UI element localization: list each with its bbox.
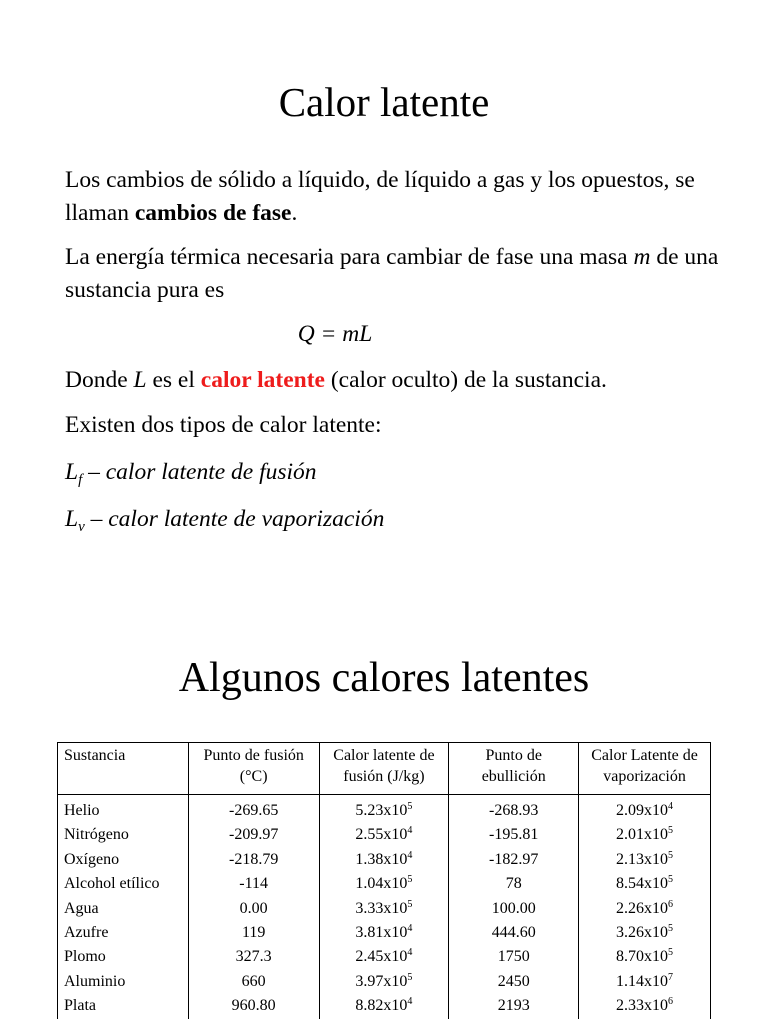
table-row bbox=[58, 945, 711, 969]
cell-punto-ebullicion: 2193 bbox=[449, 994, 579, 1018]
bold-term: cambios de fase bbox=[134, 200, 292, 226]
table-row bbox=[58, 872, 711, 896]
cell-calor-fusion bbox=[319, 795, 449, 824]
paragraph-donde-l bbox=[65, 364, 725, 397]
paragraph-text: Los cambios de sólido a líquido, de líquido a gas y los opuestos, se llaman bbox=[65, 167, 695, 226]
exponent: 5 bbox=[407, 898, 413, 910]
cell-punto-ebullicion: -182.97 bbox=[449, 848, 579, 872]
subscript: f bbox=[78, 472, 83, 488]
symbol: L bbox=[65, 506, 79, 532]
cell-calor-vaporizacion bbox=[579, 823, 711, 847]
cell-punto-ebullicion: -268.93 bbox=[449, 795, 579, 824]
cell-punto-ebullicion: 1750 bbox=[449, 945, 579, 969]
column-header: Calor latente de fusión (J/kg) bbox=[319, 743, 449, 795]
table-row bbox=[58, 921, 711, 945]
cell-calor-vaporizacion bbox=[579, 970, 711, 994]
cell-sustancia: Alcohol etílico bbox=[58, 872, 189, 896]
exponent: 5 bbox=[668, 947, 674, 959]
slide-title: Calor latente bbox=[278, 79, 490, 125]
cell-calor-fusion bbox=[319, 848, 449, 872]
table-row bbox=[58, 897, 711, 921]
definition-fusion bbox=[65, 456, 725, 489]
cell-punto-fusion: 660 bbox=[188, 970, 319, 994]
cell-sustancia: Aluminio bbox=[58, 970, 189, 994]
paragraph-text: es el bbox=[146, 367, 201, 393]
cell-punto-fusion: 119 bbox=[188, 921, 319, 945]
cell-punto-fusion: -114 bbox=[188, 872, 319, 896]
exponent: 6 bbox=[668, 898, 674, 910]
paragraph-energia-termica bbox=[65, 241, 725, 307]
column-header: Punto de fusión (°C) bbox=[188, 743, 319, 795]
cell-punto-ebullicion: 444.60 bbox=[449, 921, 579, 945]
mantissa: 2.45x10 bbox=[355, 948, 408, 966]
mantissa: 3.97x10 bbox=[355, 972, 408, 990]
cell-punto-fusion: -218.79 bbox=[188, 848, 319, 872]
column-header: Sustancia bbox=[58, 743, 189, 795]
cell-punto-fusion: 960.80 bbox=[188, 994, 319, 1018]
paragraph-end: de una sustancia pura es bbox=[65, 244, 719, 303]
slide-title: Algunos calores latentes bbox=[178, 655, 590, 701]
mantissa: 2.01x10 bbox=[616, 826, 669, 844]
paragraph-tipos: Existen dos tipos de calor latente: bbox=[65, 412, 382, 438]
column-header: Punto de ebullición bbox=[449, 743, 579, 795]
exponent: 4 bbox=[407, 996, 413, 1008]
definition-vaporizacion bbox=[65, 503, 725, 536]
exponent: 5 bbox=[407, 874, 413, 886]
mantissa: 1.04x10 bbox=[355, 875, 408, 893]
exponent: 4 bbox=[668, 801, 674, 812]
cell-calor-fusion bbox=[319, 872, 449, 896]
table-row bbox=[58, 970, 711, 994]
cell-calor-fusion bbox=[319, 970, 449, 994]
cell-calor-fusion bbox=[319, 897, 449, 921]
cell-punto-ebullicion: -195.81 bbox=[449, 823, 579, 847]
mantissa: 3.33x10 bbox=[355, 899, 408, 917]
cell-sustancia: Nitrógeno bbox=[58, 823, 189, 847]
cell-sustancia: Oxígeno bbox=[58, 848, 189, 872]
variable-m: m bbox=[633, 244, 651, 270]
table-row bbox=[58, 795, 711, 824]
formula: Q = mL bbox=[297, 321, 373, 347]
subscript: v bbox=[78, 519, 85, 535]
exponent: 7 bbox=[668, 971, 674, 983]
cell-punto-fusion: 327.3 bbox=[188, 945, 319, 969]
cell-calor-vaporizacion bbox=[579, 795, 711, 824]
mantissa: 2.55x10 bbox=[355, 826, 408, 844]
mantissa: 1.38x10 bbox=[355, 850, 408, 868]
cell-calor-vaporizacion bbox=[579, 897, 711, 921]
cell-punto-fusion: -269.65 bbox=[188, 795, 319, 824]
mantissa: 3.81x10 bbox=[355, 924, 408, 942]
table-header-row bbox=[58, 743, 711, 795]
exponent: 4 bbox=[407, 849, 413, 861]
exponent: 5 bbox=[668, 825, 674, 837]
exponent: 5 bbox=[668, 923, 674, 935]
cell-punto-ebullicion: 78 bbox=[449, 872, 579, 896]
cell-sustancia: Azufre bbox=[58, 921, 189, 945]
highlight-term: calor latente bbox=[200, 367, 325, 393]
cell-calor-fusion bbox=[319, 945, 449, 969]
mantissa: 8.82x10 bbox=[355, 997, 408, 1015]
cell-punto-ebullicion: 2450 bbox=[449, 970, 579, 994]
cell-punto-fusion: 0.00 bbox=[188, 897, 319, 921]
mantissa: 2.13x10 bbox=[616, 850, 669, 868]
mantissa: 2.26x10 bbox=[616, 899, 669, 917]
exponent: 4 bbox=[407, 923, 413, 935]
exponent: 4 bbox=[407, 825, 413, 837]
paragraph-end: . bbox=[291, 200, 298, 226]
cell-sustancia: Agua bbox=[58, 897, 189, 921]
mantissa: 1.14x10 bbox=[616, 972, 669, 990]
mantissa: 3.26x10 bbox=[616, 924, 669, 942]
cell-punto-fusion: -209.97 bbox=[188, 823, 319, 847]
cell-calor-vaporizacion bbox=[579, 945, 711, 969]
definition-text: – calor latente de vaporización bbox=[84, 506, 385, 532]
table-row bbox=[58, 823, 711, 847]
cell-calor-vaporizacion bbox=[579, 994, 711, 1018]
latent-heat-table bbox=[57, 742, 711, 1019]
table-row bbox=[58, 848, 711, 872]
cell-calor-fusion bbox=[319, 921, 449, 945]
mantissa: 2.33x10 bbox=[616, 997, 669, 1015]
exponent: 5 bbox=[407, 801, 413, 812]
symbol: L bbox=[65, 459, 79, 485]
exponent: 5 bbox=[668, 874, 674, 886]
cell-sustancia: Plomo bbox=[58, 945, 189, 969]
mantissa: 8.54x10 bbox=[616, 875, 669, 893]
definition-text: – calor latente de fusión bbox=[82, 459, 317, 485]
paragraph-cambios-de-fase bbox=[65, 164, 725, 230]
exponent: 6 bbox=[668, 996, 674, 1008]
cell-sustancia: Plata bbox=[58, 994, 189, 1018]
cell-punto-ebullicion: 100.00 bbox=[449, 897, 579, 921]
mantissa: 5.23x10 bbox=[355, 802, 408, 819]
variable-l: L bbox=[133, 367, 147, 393]
paragraph-end: (calor oculto) de la sustancia. bbox=[324, 367, 607, 393]
cell-calor-fusion bbox=[319, 823, 449, 847]
table-row bbox=[58, 994, 711, 1018]
exponent: 5 bbox=[407, 971, 413, 983]
table-body bbox=[58, 795, 711, 1019]
paragraph-text: Donde bbox=[65, 367, 134, 393]
exponent: 4 bbox=[407, 947, 413, 959]
cell-calor-vaporizacion bbox=[579, 921, 711, 945]
cell-calor-vaporizacion bbox=[579, 848, 711, 872]
cell-sustancia: Helio bbox=[58, 795, 189, 824]
paragraph-text: La energía térmica necesaria para cambiar de fase una masa bbox=[65, 244, 634, 270]
exponent: 5 bbox=[668, 849, 674, 861]
column-header: Calor Latente de vaporización bbox=[579, 743, 711, 795]
mantissa: 2.09x10 bbox=[616, 802, 669, 819]
mantissa: 8.70x10 bbox=[616, 948, 669, 966]
cell-calor-fusion bbox=[319, 994, 449, 1018]
cell-calor-vaporizacion bbox=[579, 872, 711, 896]
